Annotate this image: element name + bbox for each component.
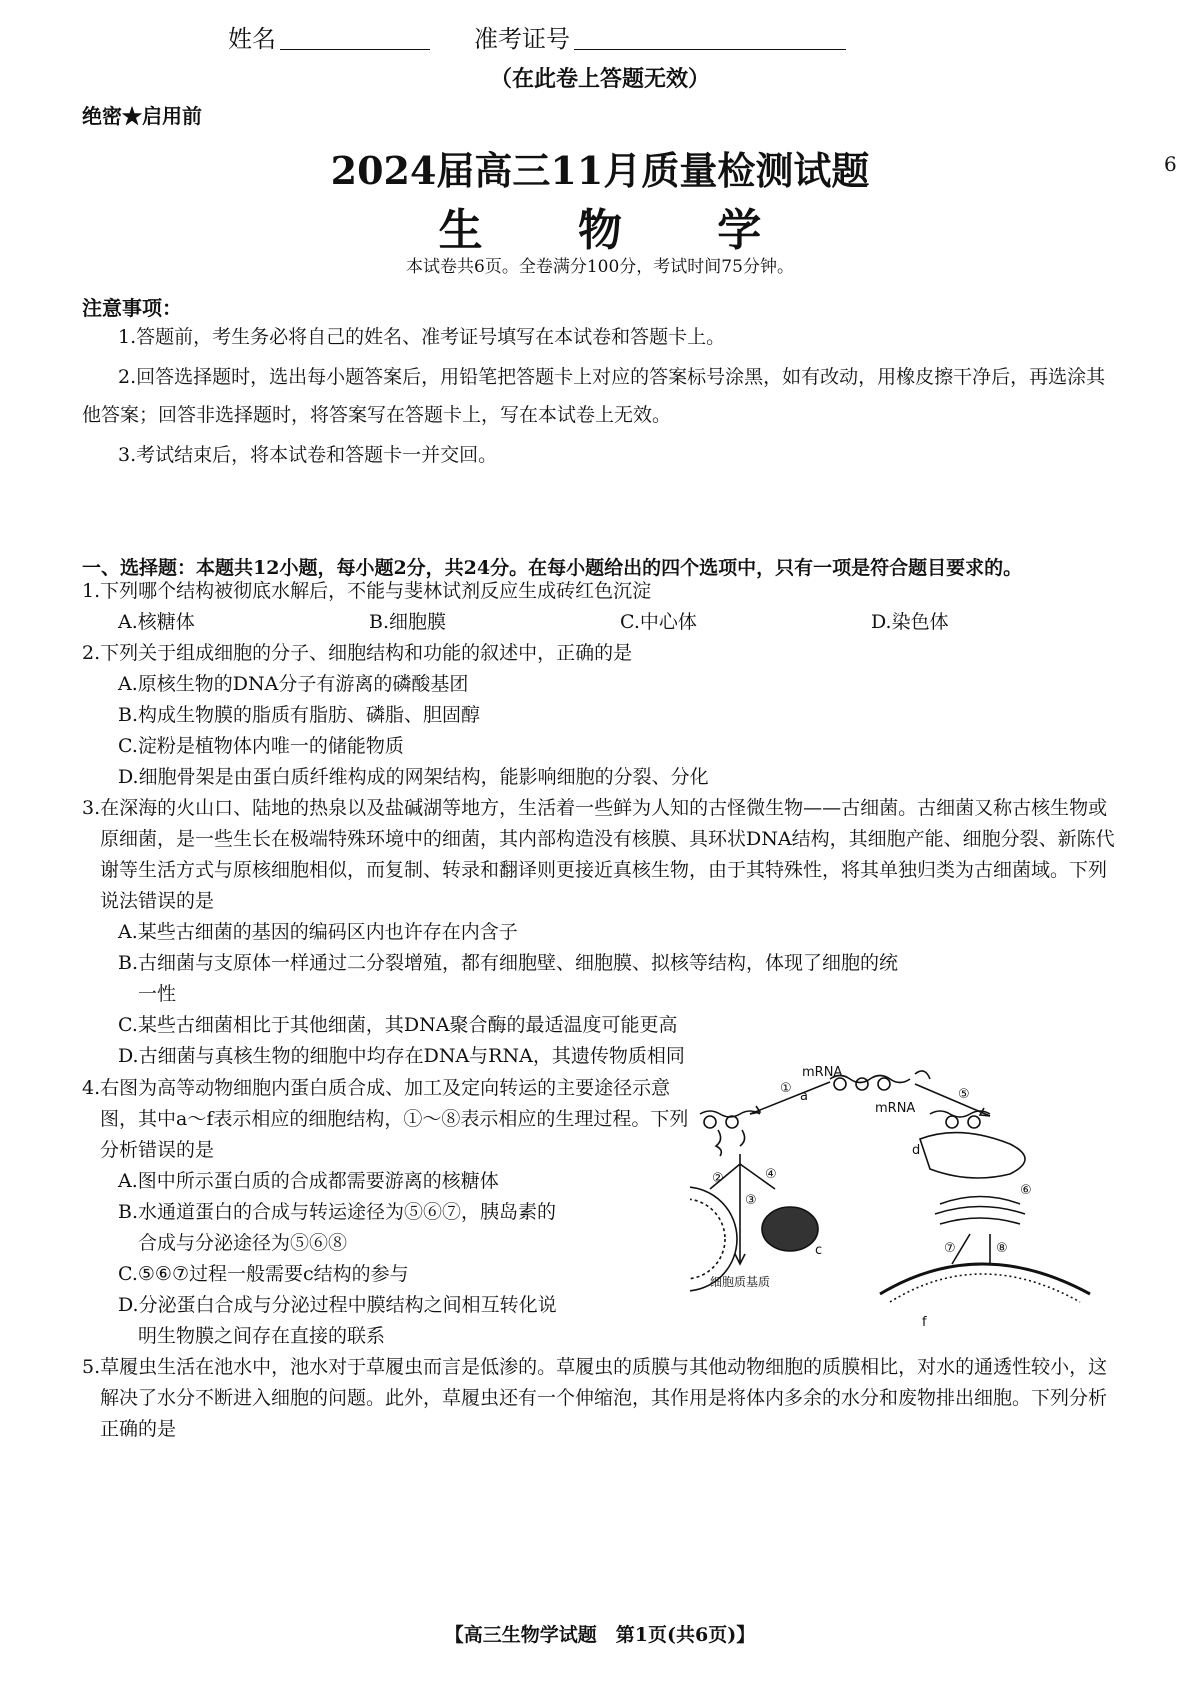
notes-heading: 注意事项： bbox=[82, 296, 182, 320]
question-2 bbox=[82, 638, 1122, 793]
option-d-continuation: 明生物膜之间存在直接的联系 bbox=[138, 1325, 386, 1347]
option-c: C.淀粉是植物体内唯一的储能物质 bbox=[118, 735, 404, 757]
process-label: ⑥ bbox=[1020, 1183, 1032, 1198]
ribosome-shape bbox=[878, 1078, 890, 1090]
process-label: ③ bbox=[745, 1193, 757, 1208]
name-blank bbox=[280, 49, 430, 50]
mrna-label: mRNA bbox=[802, 1065, 843, 1080]
option-a: A.图中所示蛋白质的合成都需要游离的核糖体 bbox=[118, 1170, 499, 1192]
question-4 bbox=[82, 1073, 702, 1166]
corner-number: 6 bbox=[1164, 152, 1177, 176]
mrna-label bbox=[875, 1101, 915, 1116]
process-label: ⑦ bbox=[944, 1241, 956, 1256]
question-5 bbox=[82, 1352, 1122, 1445]
exam-id-label: 准考证号 bbox=[474, 25, 570, 53]
subject-title: 生 物 学 bbox=[438, 205, 802, 256]
process-label: ② bbox=[712, 1171, 724, 1186]
option-c: C.⑤⑥⑦过程一般需要c结构的参与 bbox=[118, 1263, 409, 1285]
invalid-notice: （在此卷上答题无效） bbox=[489, 66, 710, 92]
diagram-label-d: d bbox=[912, 1143, 921, 1158]
question-stem: 1.下列哪个结构被彻底水解后，不能与斐林试剂反应生成砖红色沉淀 bbox=[82, 580, 652, 602]
peptide-chain bbox=[716, 1130, 721, 1156]
er-d bbox=[920, 1133, 1025, 1178]
process-label: ④ bbox=[765, 1167, 777, 1182]
ribosome-shape bbox=[726, 1116, 738, 1128]
name-label: 姓名 bbox=[228, 25, 276, 53]
note-item: 1.答题前，考生务必将自己的姓名、准考证号填写在本试卷和答题卡上。 bbox=[118, 326, 726, 348]
peptide-chain bbox=[740, 1130, 745, 1146]
option-d: D.染色体 bbox=[871, 611, 949, 633]
option-b: B.构成生物膜的脂质有脂肪、磷脂、胆固醇 bbox=[118, 704, 481, 726]
ribosome-shape bbox=[968, 1116, 980, 1128]
mitochondrion-c bbox=[762, 1207, 818, 1251]
question-stem: 5.草履虫生活在池水中，池水对于草履虫而言是低渗的。草履虫的质膜与其他动物细胞的质膜相比，对水的通透性较小，这解决了水分不断进入细胞的问题。此外，草履虫还有一个伸缩泡，其作用是将体内多余的水分和废物排出细胞。下列分析正确的是 bbox=[82, 1356, 1108, 1440]
option-d: D.细胞骨架是由蛋白质纤维构成的网架结构，能影响细胞的分裂、分化 bbox=[118, 766, 709, 788]
option-row bbox=[82, 607, 1122, 638]
exam-title: 2024届高三11月质量检测试题 bbox=[330, 148, 870, 193]
option-d: D.古细菌与真核生物的细胞中均存在DNA与RNA，其遗传物质相同 bbox=[118, 1045, 685, 1067]
option-b-continuation: 合成与分泌途径为⑤⑥⑧ bbox=[138, 1232, 348, 1254]
note-item: 2.回答选择题时，选出每小题答案后，用铅笔把答题卡上对应的答案标号涂黑，如有改动，用橡皮擦干净后，再选涂其他答案；回答非选择题时，将答案写在答题卡上，写在本试卷上无效。 bbox=[82, 366, 1106, 426]
diagram-label-f: f bbox=[922, 1315, 927, 1330]
ribosome-shape bbox=[856, 1078, 868, 1090]
question-3 bbox=[82, 793, 1122, 917]
ribosome-shape bbox=[704, 1116, 716, 1128]
diagram-label-c: c bbox=[815, 1243, 823, 1258]
peptide-chain bbox=[915, 1071, 930, 1079]
question-stem: 4.右图为高等动物细胞内蛋白质合成、加工及定向转运的主要途径示意图，其中a～f表示相应的细胞结构，①～⑧表示相应的生理过程。下列分析错误的是 bbox=[82, 1077, 689, 1161]
protein-pathway-diagram bbox=[690, 1064, 1120, 1334]
process-label: ⑧ bbox=[996, 1241, 1008, 1256]
option-b: B.水通道蛋白的合成与转运途径为⑤⑥⑦，胰岛素的 bbox=[118, 1201, 557, 1223]
option-d: D.分泌蛋白合成与分泌过程中膜结构之间相互转化说 bbox=[118, 1294, 557, 1316]
option-a: A.原核生物的DNA分子有游离的磷酸基团 bbox=[118, 673, 469, 695]
secret-mark: 绝密★启用前 bbox=[82, 104, 202, 128]
cytoplasm-label: 细胞质基质 bbox=[710, 1275, 771, 1289]
page-footer: 【高三生物学试题 第1页(共6页)】 bbox=[444, 1624, 756, 1646]
membrane-f bbox=[880, 1264, 1090, 1294]
candidate-info-line bbox=[228, 18, 988, 54]
exam-info: 本试卷共6页。全卷满分100分，考试时间75分钟。 bbox=[406, 257, 794, 277]
process-label: ⑤ bbox=[958, 1087, 970, 1102]
option-a: A.核糖体 bbox=[118, 611, 195, 633]
golgi-layer bbox=[935, 1207, 1025, 1215]
golgi-layer bbox=[940, 1197, 1020, 1205]
question-1 bbox=[82, 576, 1122, 638]
question-stem: 3.在深海的火山口、陆地的热泉以及盐碱湖等地方，生活着一些鲜为人知的古怪微生物——古细菌。古细菌又称古核生物或原细菌，是一些生长在极端特殊环境中的细菌，其内部构造没有核膜、具环状DNA结构，其细胞产能、细胞分裂、新陈代谢等生活方式与原核细胞相似，而复制、转录和翻译则更接近真核生物，由于其特殊性，将其单独归类为古细菌域。下列说法错误的是 bbox=[82, 797, 1115, 912]
question-4-options bbox=[82, 1166, 702, 1352]
note-item: 3.考试结束后，将本试卷和答题卡一并交回。 bbox=[118, 444, 498, 466]
option-c: C.某些古细菌相比于其他细菌，其DNA聚合酶的最适温度可能更高 bbox=[118, 1014, 678, 1036]
option-a: A.某些古细菌的基因的编码区内也许存在内含子 bbox=[118, 921, 518, 943]
option-b-continuation: 一性 bbox=[138, 983, 177, 1005]
section-heading: 一、选择题：本题共12小题，每小题2分，共24分。在每小题给出的四个选项中，只有一项是符合题目要求的。 bbox=[82, 557, 1023, 579]
golgi-layer bbox=[940, 1218, 1020, 1224]
question-stem: 2.下列关于组成细胞的分子、细胞结构和功能的叙述中，正确的是 bbox=[82, 642, 633, 664]
question-3-options bbox=[82, 917, 1122, 1072]
process-label: ① bbox=[780, 1081, 792, 1096]
option-c: C.中心体 bbox=[620, 611, 697, 633]
option-b: B.古细菌与支原体一样通过二分裂增殖，都有细胞壁、细胞膜、拟核等结构，体现了细胞的统 bbox=[118, 952, 899, 974]
ribosome-shape bbox=[946, 1116, 958, 1128]
diagram-label-a: a bbox=[800, 1089, 808, 1104]
exam-id-blank bbox=[574, 49, 846, 50]
option-b: B.细胞膜 bbox=[369, 611, 447, 633]
